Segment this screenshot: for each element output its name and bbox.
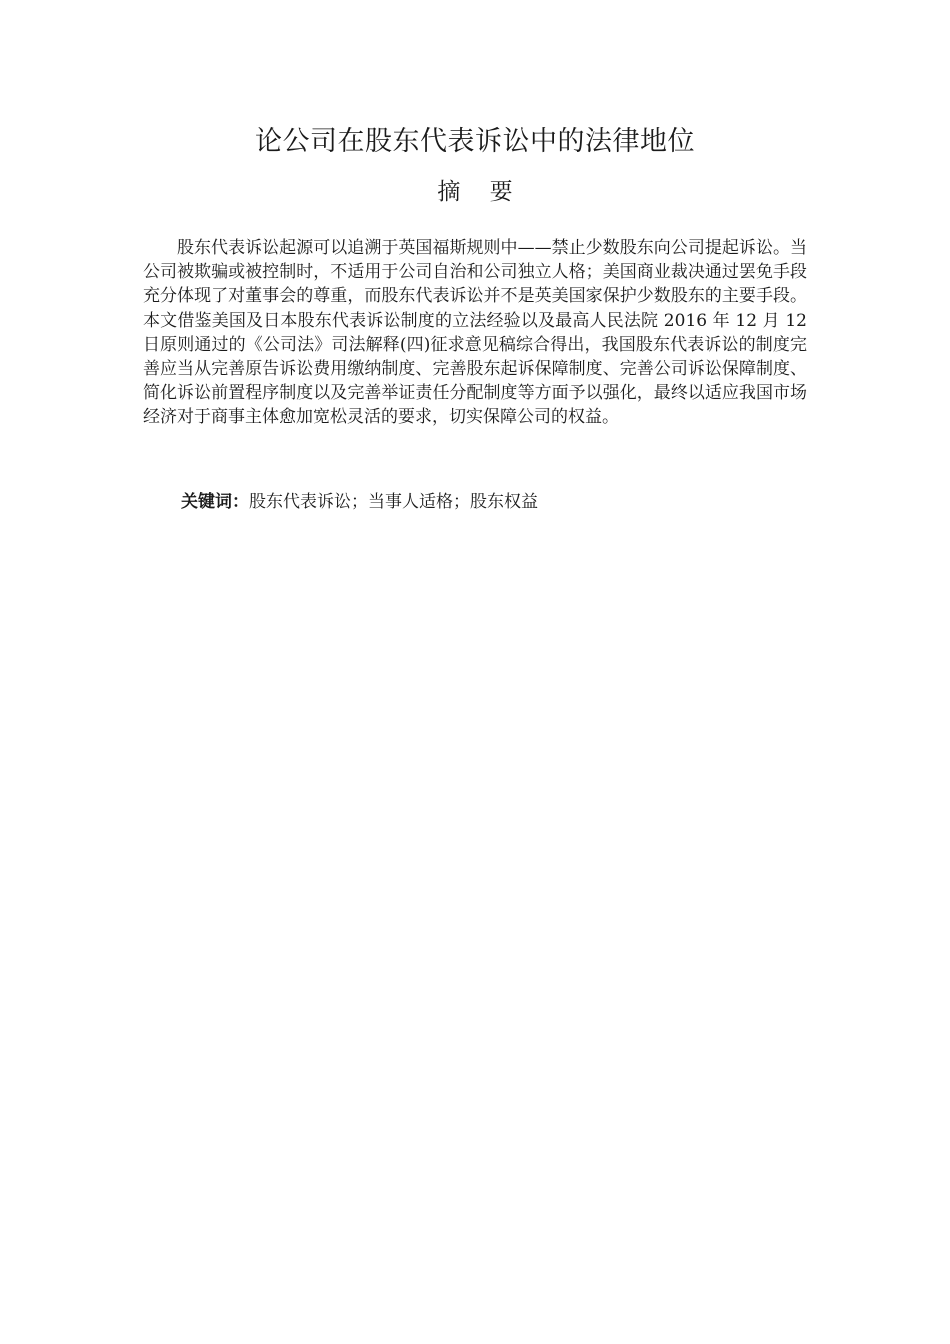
- abstract-paragraph: 股东代表诉讼起源可以追溯于英国福斯规则中——禁止少数股东向公司提起诉讼。当公司被欺骗或被控制时，不适用于公司自治和公司独立人格；美国商业裁决通过罢免手段充分体现了对董事会的尊重，而股东代表诉讼并不是英美国家保护少数股东的主要手段。本文借鉴美国及日本股东代表诉讼制度的立法经验以及最高人民法院 2016 年 12 月 12 日原则通过的《公司法》司法解释(四)征求意见稿综合得出，我国股东代表诉讼的制度完善应当从完善原告诉讼费用缴纳制度、完善股东起诉保障制度、完善公司诉讼保障制度、简化诉讼前置程序制度以及完善举证责任分配制度等方面予以强化，最终以适应我国市场经济对于商事主体愈加宽松灵活的要求，切实保障公司的权益。: [143, 238, 807, 428]
- keywords-label: 关键词：: [181, 492, 249, 512]
- abstract-heading: 摘 要: [437, 179, 524, 205]
- keywords-line: [181, 490, 807, 514]
- document-title: 论公司在股东代表诉讼中的法律地位: [255, 126, 695, 157]
- keywords-text: 股东代表诉讼；当事人适格；股东权益: [249, 492, 538, 512]
